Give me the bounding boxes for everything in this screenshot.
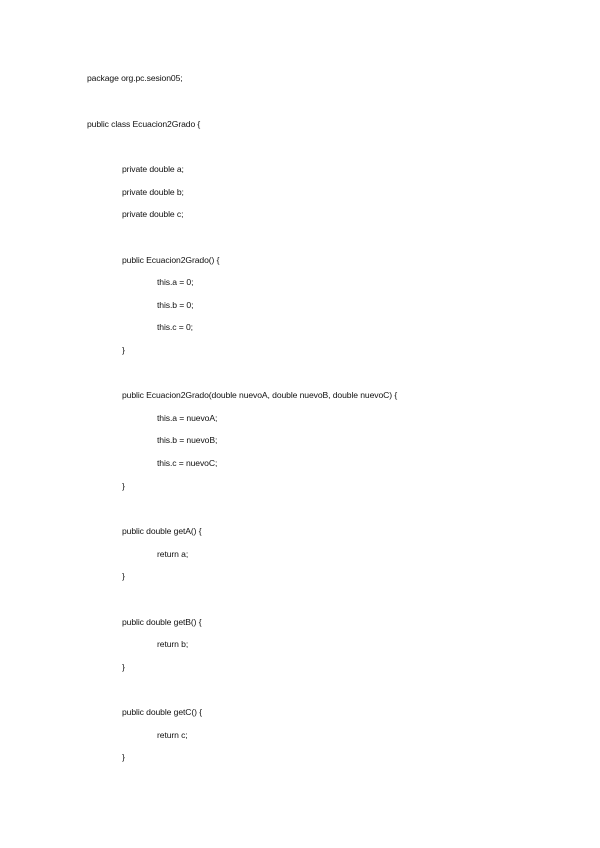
field-b: private double b;: [122, 187, 184, 197]
code-statement: return c;: [157, 730, 188, 740]
package-declaration: package org.pc.sesion05;: [87, 73, 183, 83]
code-statement: this.a = 0;: [157, 277, 194, 287]
default-constructor: public Ecuacion2Grado() {: [122, 255, 220, 265]
method-get-a: public double getA() {: [122, 526, 202, 536]
method-get-c: public double getC() {: [122, 707, 202, 717]
closing-brace: }: [122, 571, 125, 581]
parameterized-constructor: public Ecuacion2Grado(double nuevoA, double nuevoB, double nuevoC) {: [122, 390, 398, 400]
field-c: private double c;: [122, 209, 184, 219]
code-statement: this.a = nuevoA;: [157, 413, 218, 423]
code-statement: this.b = 0;: [157, 300, 194, 310]
code-statement: return b;: [157, 639, 189, 649]
field-a: private double a;: [122, 164, 184, 174]
closing-brace: }: [122, 345, 125, 355]
class-declaration: public class Ecuacion2Grado {: [87, 119, 201, 129]
code-statement: return a;: [157, 549, 189, 559]
code-statement: this.c = nuevoC;: [157, 458, 218, 468]
code-statement: this.c = 0;: [157, 322, 193, 332]
closing-brace: }: [122, 481, 125, 491]
method-get-b: public double getB() {: [122, 617, 202, 627]
closing-brace: }: [122, 752, 125, 762]
closing-brace: }: [122, 662, 125, 672]
code-statement: this.b = nuevoB;: [157, 435, 218, 445]
